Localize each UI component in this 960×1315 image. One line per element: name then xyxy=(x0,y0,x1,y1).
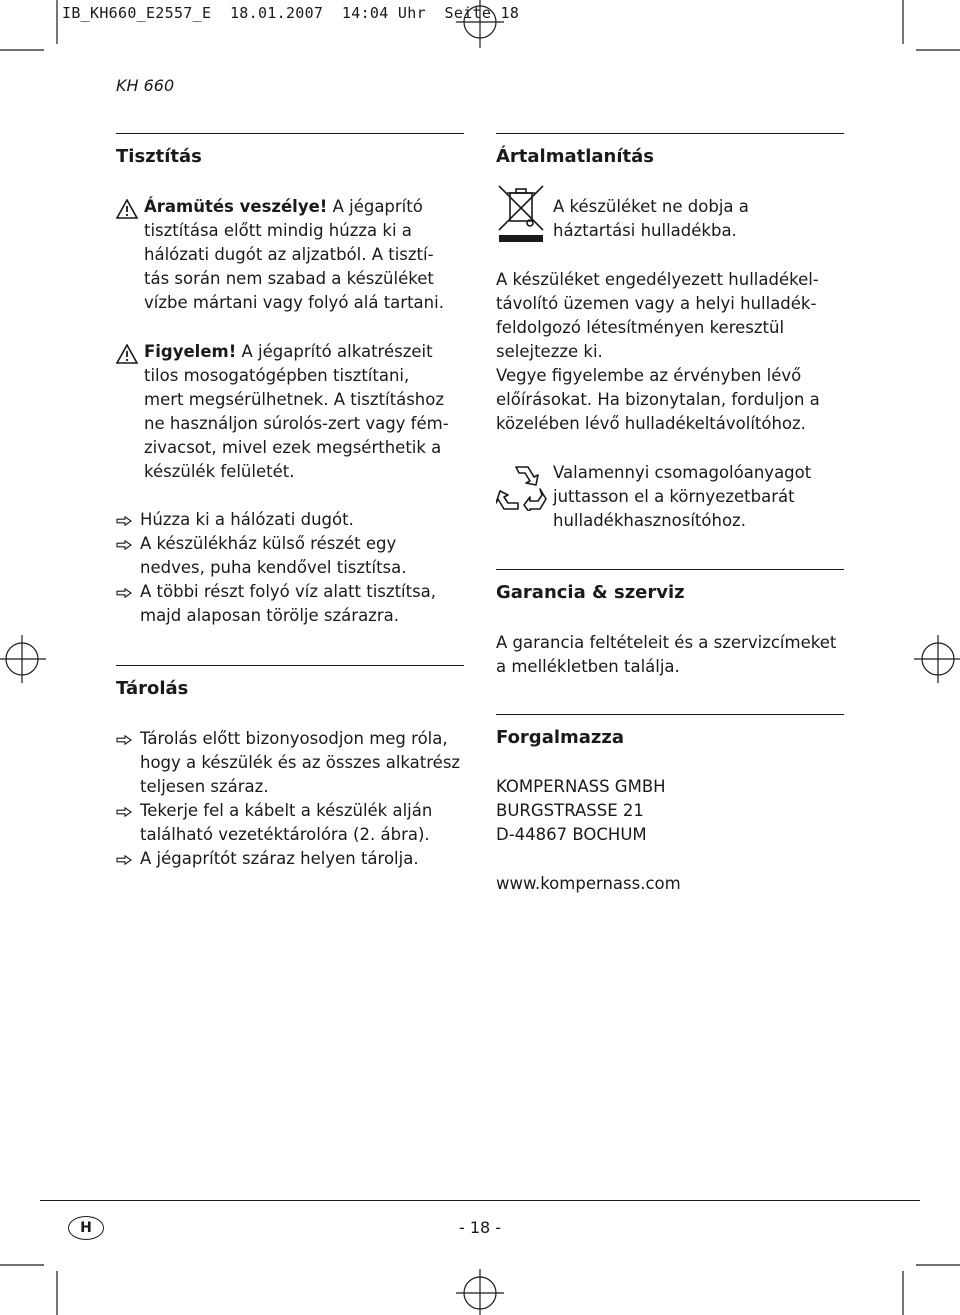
registration-top-icon xyxy=(456,0,504,48)
arrow-right-icon xyxy=(116,855,132,865)
cleaning-warning-1: Áramütés veszélye! A jégaprító tisztítása előtt mindig húzza ki a hálózati dugót az aljzatból. A tisztí- tás során nem szabad a készüléket vízbe mártani vagy folyó alá tartani. xyxy=(116,195,464,315)
disposal-paragraph: A készüléket engedélyezett hulladékel- távolító üzemen vagy a helyi hulladék- feldolgozó létesítményen keresztül selejtezze ki. Vegye figyelembe az érvényben lévő előírásokat. Ha bizonytalan, forduljon a közelében lévő hulladékeltávolítóhoz. xyxy=(496,270,820,433)
footer-divider xyxy=(40,1200,920,1201)
warning-bold: Figyelem! xyxy=(144,342,237,361)
print-header: IB_KH660_E2557_E 18.01.2007 14:04 Uhr Seite 18 xyxy=(62,4,520,22)
arrow-right-icon xyxy=(116,807,132,817)
list-item: Tekerje fel a kábelt a készülék alján található vezetéktárolóra (2. ábra). xyxy=(116,799,464,847)
crossed-bin-icon xyxy=(496,183,546,243)
website-link[interactable]: www.kompernass.com xyxy=(496,874,681,893)
registration-bottom-icon xyxy=(456,1269,504,1315)
divider xyxy=(116,133,464,134)
list-item: Tárolás előtt bizonyosodjon meg róla, hogy a készülék és az összes alkatrész teljesen száraz. xyxy=(116,727,464,799)
list-item: A jégaprítót száraz helyen tárolja. xyxy=(116,847,464,871)
recycle-icon xyxy=(496,463,548,511)
distributor-address: KOMPERNASS GMBH BURGSTRASSE 21 D-44867 BOCHUM xyxy=(496,777,666,844)
divider xyxy=(496,714,844,715)
cleaning-steps xyxy=(116,508,464,628)
storage-steps xyxy=(116,727,464,871)
distributor-heading: Forgalmazza xyxy=(496,727,625,748)
model-label: KH 660 xyxy=(116,76,175,95)
list-item: A készülékház külső részét egy nedves, puha kendővel tisztítsa. xyxy=(116,532,464,580)
warning-triangle-icon xyxy=(116,199,138,219)
arrow-right-icon xyxy=(116,588,132,598)
registration-left-icon xyxy=(0,635,46,683)
arrow-right-icon xyxy=(116,735,132,745)
divider xyxy=(496,569,844,570)
page-number: - 18 - xyxy=(458,1218,502,1237)
recycle-note: Valamennyi csomagolóanyagot juttasson el a környezetbarát hulladékhasznosítóhoz. xyxy=(553,463,812,530)
disposal-heading: Ártalmatlanítás xyxy=(496,146,655,167)
bin-note: A készüléket ne dobja a háztartási hulladékba. xyxy=(553,197,749,240)
cleaning-heading: Tisztítás xyxy=(116,146,202,167)
cleaning-warning-2: Figyelem! A jégaprító alkatrészeit tilos mosogatógépben tisztítani, mert megsérülhetnek. A tisztításhoz ne használjon súrolós-zert vagy fém- zivacsot, mivel ezek megsérthetik a készülék felületét. xyxy=(116,340,464,484)
arrow-right-icon xyxy=(116,516,132,526)
divider xyxy=(496,133,844,134)
country-badge: H xyxy=(68,1216,104,1240)
warranty-heading: Garancia & szerviz xyxy=(496,582,685,603)
warning-bold: Áramütés veszélye! xyxy=(144,197,328,216)
warranty-text: A garancia feltételeit és a szervizcímeket a mellékletben találja. xyxy=(496,633,837,676)
list-item: Húzza ki a hálózati dugót. xyxy=(116,508,464,532)
registration-right-icon xyxy=(914,635,960,683)
arrow-right-icon xyxy=(116,540,132,550)
storage-heading: Tárolás xyxy=(116,678,189,699)
list-item: A többi részt folyó víz alatt tisztítsa, majd alaposan törölje szárazra. xyxy=(116,580,464,628)
divider xyxy=(116,665,464,666)
warning-triangle-icon xyxy=(116,344,138,364)
